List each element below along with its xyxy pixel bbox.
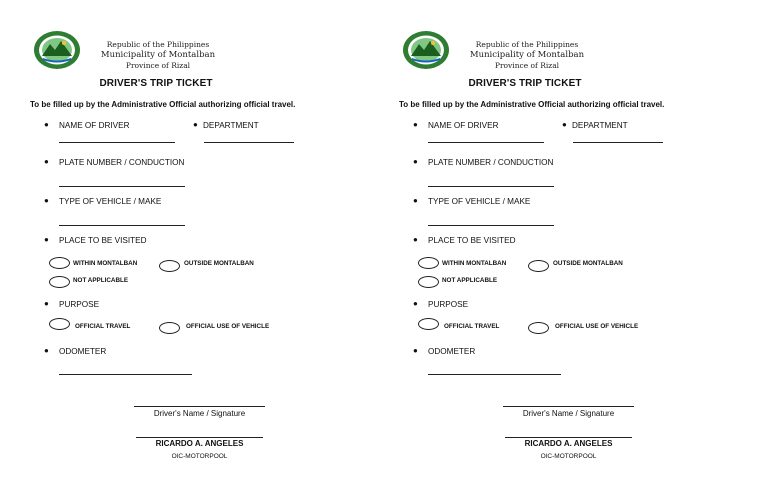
- driver-signature-label: Driver's Name / Signature: [153, 409, 246, 418]
- official-name: RICARDO A. ANGELES: [155, 439, 244, 448]
- official-name: RICARDO A. ANGELES: [524, 439, 613, 448]
- bullet: ●: [193, 120, 198, 129]
- department-field-label: DEPARTMENT: [572, 121, 628, 130]
- bullet: ●: [413, 346, 418, 355]
- vehicle-input-line[interactable]: [59, 225, 185, 226]
- department-input-line[interactable]: [573, 142, 663, 143]
- official-use-label: OFFICIAL USE OF VEHICLE: [186, 323, 270, 330]
- driver-signature-line[interactable]: [503, 406, 634, 407]
- bullet: ●: [562, 120, 567, 129]
- letterhead: [88, 40, 228, 71]
- plate-field-label: PLATE NUMBER / CONDUCTION: [59, 158, 185, 167]
- republic-line: Republic of the Philippines: [475, 40, 579, 49]
- purpose-field-label: PURPOSE: [59, 300, 100, 309]
- form-title: DRIVER'S TRIP TICKET: [99, 78, 213, 89]
- bullet: ●: [44, 157, 49, 166]
- letterhead: [457, 40, 597, 71]
- within-montalban-label: WITHIN MONTALBAN: [442, 260, 507, 267]
- official-travel-checkbox[interactable]: [418, 318, 439, 330]
- place-field-label: PLACE TO BE VISITED: [428, 236, 516, 245]
- official-title: OIC-MOTORPOOL: [540, 453, 597, 460]
- bullet: ●: [413, 120, 418, 129]
- municipality-line: Municipality of Montalban: [100, 50, 216, 60]
- bullet: ●: [44, 299, 49, 308]
- within-montalban-checkbox[interactable]: [418, 257, 439, 269]
- municipal-seal-icon: [402, 30, 450, 70]
- within-montalban-checkbox[interactable]: [49, 257, 70, 269]
- not-applicable-label: NOT APPLICABLE: [73, 277, 129, 284]
- odometer-field-label: ODOMETER: [59, 347, 107, 356]
- province-line: Province of Rizal: [494, 61, 560, 70]
- bullet: ●: [413, 235, 418, 244]
- bullet: ●: [44, 346, 49, 355]
- republic-line: Republic of the Philippines: [106, 40, 210, 49]
- vehicle-field-label: TYPE OF VEHICLE / MAKE: [59, 197, 162, 206]
- vehicle-input-line[interactable]: [428, 225, 554, 226]
- driver-input-line[interactable]: [59, 142, 175, 143]
- driver-field-label: NAME OF DRIVER: [428, 121, 499, 130]
- driver-field-label: NAME OF DRIVER: [59, 121, 130, 130]
- not-applicable-checkbox[interactable]: [418, 276, 439, 288]
- purpose-field-label: PURPOSE: [428, 300, 469, 309]
- trip-ticket-right: [369, 0, 739, 503]
- odometer-field-label: ODOMETER: [428, 347, 476, 356]
- municipality-line: Municipality of Montalban: [469, 50, 585, 60]
- official-use-label: OFFICIAL USE OF VEHICLE: [555, 323, 639, 330]
- odometer-input-line[interactable]: [428, 374, 561, 375]
- bullet: ●: [413, 157, 418, 166]
- driver-signature-line[interactable]: [134, 406, 265, 407]
- municipal-seal-icon: [33, 30, 81, 70]
- official-signature-line: [505, 437, 632, 438]
- driver-signature-label: Driver's Name / Signature: [522, 409, 615, 418]
- vehicle-field-label: TYPE OF VEHICLE / MAKE: [428, 197, 531, 206]
- outside-montalban-label: OUTSIDE MONTALBAN: [184, 260, 254, 267]
- plate-input-line[interactable]: [59, 186, 185, 187]
- driver-input-line[interactable]: [428, 142, 544, 143]
- bullet: ●: [413, 196, 418, 205]
- instruction-text: To be filled up by the Administrative Official authorizing official travel.: [399, 100, 665, 109]
- place-field-label: PLACE TO BE VISITED: [59, 236, 147, 245]
- official-title: OIC-MOTORPOOL: [171, 453, 228, 460]
- odometer-input-line[interactable]: [59, 374, 192, 375]
- plate-field-label: PLATE NUMBER / CONDUCTION: [428, 158, 554, 167]
- not-applicable-checkbox[interactable]: [49, 276, 70, 288]
- department-input-line[interactable]: [204, 142, 294, 143]
- within-montalban-label: WITHIN MONTALBAN: [73, 260, 138, 267]
- plate-input-line[interactable]: [428, 186, 554, 187]
- outside-montalban-checkbox[interactable]: [528, 260, 549, 272]
- official-use-checkbox[interactable]: [528, 322, 549, 334]
- bullet: ●: [44, 196, 49, 205]
- official-use-checkbox[interactable]: [159, 322, 180, 334]
- official-travel-label: OFFICIAL TRAVEL: [444, 323, 500, 330]
- bullet: ●: [44, 120, 49, 129]
- official-travel-checkbox[interactable]: [49, 318, 70, 330]
- outside-montalban-checkbox[interactable]: [159, 260, 180, 272]
- bullet: ●: [44, 235, 49, 244]
- official-travel-label: OFFICIAL TRAVEL: [75, 323, 131, 330]
- department-field-label: DEPARTMENT: [203, 121, 259, 130]
- official-signature-line: [136, 437, 263, 438]
- not-applicable-label: NOT APPLICABLE: [442, 277, 498, 284]
- trip-ticket-left: [0, 0, 370, 503]
- form-title: DRIVER'S TRIP TICKET: [468, 78, 582, 89]
- province-line: Province of Rizal: [125, 61, 191, 70]
- outside-montalban-label: OUTSIDE MONTALBAN: [553, 260, 623, 267]
- instruction-text: To be filled up by the Administrative Official authorizing official travel.: [30, 100, 296, 109]
- bullet: ●: [413, 299, 418, 308]
